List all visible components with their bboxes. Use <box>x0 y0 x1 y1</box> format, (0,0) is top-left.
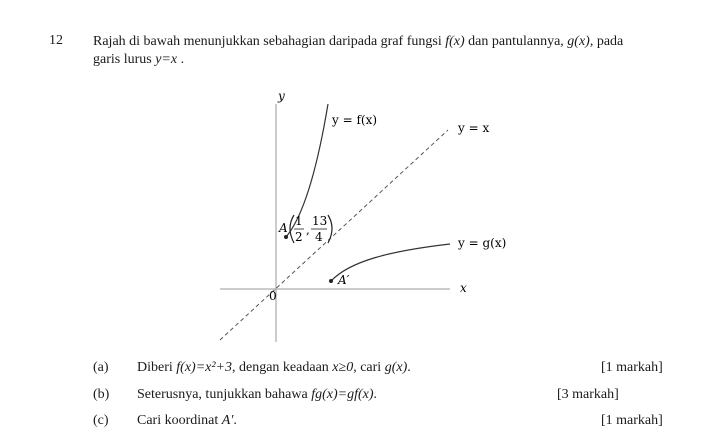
right-paren <box>328 215 332 243</box>
part-a-condition: x≥0 <box>332 360 354 375</box>
part-a-text-3: , cari <box>353 360 382 375</box>
stem-text: dan pantulannya, <box>468 34 564 49</box>
x-axis-label: x <box>460 281 467 295</box>
function-graph <box>210 86 530 348</box>
part-c-marks: [1 markah] <box>601 413 663 428</box>
y-axis-label: y <box>278 89 285 103</box>
stem-text: . <box>180 52 185 67</box>
function-g: g(x) <box>567 34 590 49</box>
origin-label: 0 <box>269 289 277 303</box>
part-b-text-1: Seterusnya, tunjukkan bahawa <box>137 387 308 402</box>
line-y-equals-x <box>220 130 448 340</box>
stem-text: Rajah di bawah menunjukkan sebahagian daripada graf fungsi <box>93 34 442 49</box>
question-number: 12 <box>49 33 63 48</box>
part-a-text-1: Diberi <box>137 360 173 375</box>
coordinate-comma: , <box>306 223 310 237</box>
part-b-label: (b) <box>93 387 110 402</box>
part-c-text-2: . <box>233 413 237 428</box>
part-a-label: (a) <box>93 360 109 375</box>
part-a-text <box>137 360 411 376</box>
part-b-marks: [3 markah] <box>557 387 619 402</box>
point-a-prime-label: A′ <box>338 273 350 287</box>
line-equation: y=x <box>155 52 178 67</box>
stem-line-1 <box>93 33 678 51</box>
curve-f-label: y = f(x) <box>332 113 378 127</box>
y-fraction-denominator: 4 <box>315 230 323 244</box>
part-c-text-1: Cari koordinat <box>137 413 219 428</box>
part-b-text <box>137 387 377 403</box>
line-label: y = x <box>458 121 490 135</box>
point-a-prime-marker <box>329 279 333 283</box>
part-c-text <box>137 413 237 429</box>
stem-line-2 <box>93 51 678 69</box>
part-a-text-2: , dengan keadaan <box>232 360 329 375</box>
part-a-function: f(x)=x²+3 <box>176 360 232 375</box>
point-a-marker <box>284 235 288 239</box>
x-fraction-denominator: 2 <box>295 230 303 244</box>
y-fraction-numerator: 13 <box>312 214 328 228</box>
part-a-marks: [1 markah] <box>601 360 663 375</box>
part-c-label: (c) <box>93 413 109 428</box>
x-fraction-numerator: 1 <box>295 214 303 228</box>
point-a-coordinates <box>290 214 332 244</box>
part-c-point: A′ <box>221 413 234 428</box>
stem-text: , pada <box>589 34 624 49</box>
question-stem <box>93 33 678 69</box>
part-b-expression: fg(x)=gf(x) <box>311 387 374 402</box>
part-a-target: g(x) <box>384 360 408 375</box>
stem-text: garis lurus <box>93 52 152 67</box>
part-b-text-2: . <box>373 387 377 402</box>
function-f: f(x) <box>445 34 465 49</box>
curve-g-label: y = g(x) <box>458 236 507 250</box>
point-a-label: A <box>279 221 288 235</box>
part-a-text-4: . <box>407 360 411 375</box>
